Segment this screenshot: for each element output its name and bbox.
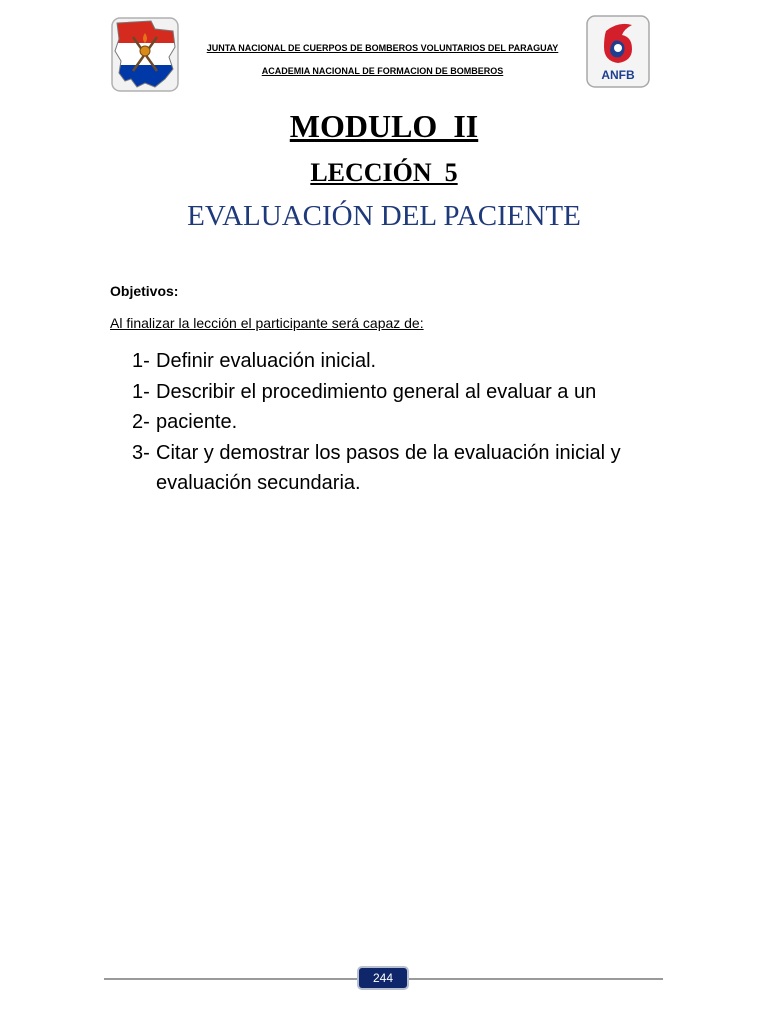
list-text: Describir el procedimiento general al evaluar a un [156, 380, 597, 403]
objectives-intro: Al finalizar la lección el participante será capaz de: [110, 315, 424, 331]
objectives-heading: Objetivos: [110, 283, 179, 299]
list-item [132, 438, 672, 469]
list-item [132, 346, 672, 377]
list-number: 3- [132, 441, 150, 464]
anfb-logo [586, 15, 650, 88]
objectives-list [132, 346, 672, 499]
list-item [132, 407, 672, 438]
list-number: 2- [132, 411, 150, 433]
org-name-line2: ACADEMIA NACIONAL DE FORMACION DE BOMBEROS [261, 66, 504, 76]
list-text: Citar y demostrar los pasos de la evaluación inicial y [156, 441, 621, 464]
page-number-badge: 244 [357, 966, 409, 990]
list-item [132, 377, 672, 408]
list-item-continuation: evaluación secundaria. [156, 472, 361, 494]
list-text: Definir evaluación inicial. [156, 350, 377, 372]
lesson-title: LECCIÓN 5 [310, 158, 458, 187]
bomberos-emblem-logo [111, 17, 179, 92]
lesson-subject: EVALUACIÓN DEL PACIENTE [187, 200, 581, 232]
list-number: 1- [132, 350, 150, 372]
org-name-line1: JUNTA NACIONAL DE CUERPOS DE BOMBEROS VOLUNTARIOS DEL PARAGUAY [206, 43, 559, 53]
anfb-logo-text: ANFB [601, 68, 635, 82]
list-number: 1- [132, 380, 150, 403]
module-title: MODULO II [289, 108, 479, 144]
list-text: paciente. [156, 411, 238, 433]
